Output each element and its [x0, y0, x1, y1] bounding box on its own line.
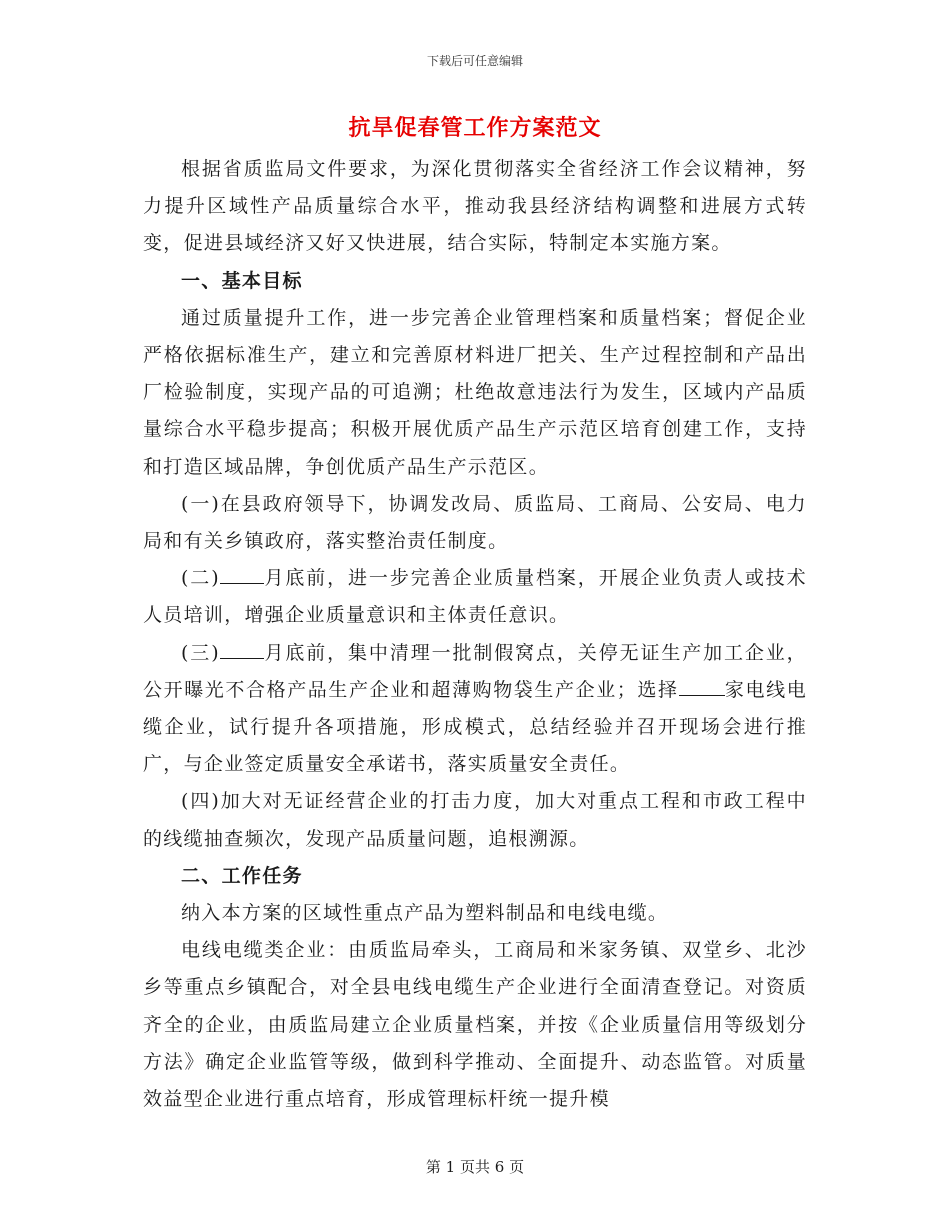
goals-item-3: [143, 635, 807, 784]
document-body: [143, 151, 807, 1118]
tasks-paragraph-2: 电线电缆类企业：由质监局牵头，工商局和米家务镇、双堂乡、北沙乡等重点乡镇配合，对全县电线电缆生产企业进行全面清查登记。对资质齐全的企业，由质监局建立企业质量档案，并按《企业质量信用等级划分方法》确定企业监管等级，做到科学推动、全面提升、动态监管。对质量效益型企业进行重点培育，形成管理标杆统一提升模: [143, 939, 807, 1111]
item-3-text: 月底前，集中清理一批制假窝点，关停无证生产加工企业，公开曝光不合格产品生产企业和超薄购物袋生产企业；选择: [143, 641, 807, 701]
blank-line: [220, 638, 264, 659]
goals-item-2: [143, 560, 807, 634]
goals-item-1: (一)在县政府领导下，协调发改局、质监局、工商局、公安局、电力局和有关乡镇政府，落实整治责任制度。: [143, 492, 807, 553]
section-heading-tasks: 二、工作任务: [181, 864, 303, 887]
goals-paragraph: 通过质量提升工作，进一步完善企业管理档案和质量档案；督促企业严格依据标准生产，建立和完善原材料进厂把关、生产过程控制和产品出厂检验制度，实现产品的可追溯；杜绝故意违法行为发生，区域内产品质量综合水平稳步提高；积极开展优质产品生产示范区培育创建工作，支持和打造区域品牌，争创优质产品生产示范区。: [143, 306, 807, 478]
intro-paragraph: 根据省质监局文件要求，为深化贯彻落实全省经济工作会议精神，努力提升区域性产品质量综合水平，推动我县经济结构调整和进展方式转变，促进县域经济又好又快进展，结合实际，特制定本实施方案。: [143, 158, 807, 255]
document-title: 抗旱促春管工作方案范文: [348, 115, 602, 141]
item-3-prefix: (三): [181, 641, 220, 664]
page-header-note: 下载后可任意编辑: [426, 54, 523, 68]
blank-line: [679, 675, 725, 696]
blank-line: [220, 563, 264, 584]
item-3-text-rest: 家电线电缆企业，试行提升各项措施，形成模式，总结经验并召开现场会进行推广，与企业签定质量安全承诺书，落实质量安全责任。: [143, 678, 807, 776]
item-2-text: 月底前，进一步完善企业质量档案，开展企业负责人或技术人员培训，增强企业质量意识和主体责任意识。: [143, 567, 807, 627]
goals-item-4: (四)加大对无证经营企业的打击力度，加大对重点工程和市政工程中的线缆抽查频次，发现产品质量问题，追根溯源。: [143, 790, 807, 850]
page-number: 第 1 页共 6 页: [425, 1158, 525, 1176]
item-2-prefix: (二): [181, 567, 220, 590]
tasks-paragraph-1: 纳入本方案的区域性重点产品为塑料制品和电线电缆。: [181, 902, 669, 925]
section-heading-goals: 一、基本目标: [181, 269, 303, 292]
